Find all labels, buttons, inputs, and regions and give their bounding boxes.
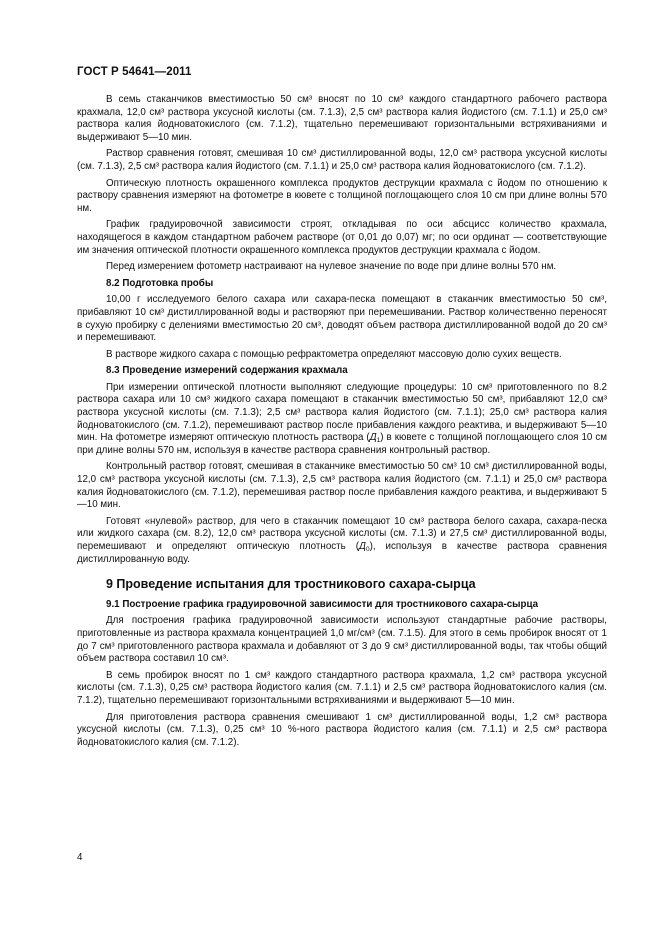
symbol-d0-subscript: 0: [365, 546, 370, 553]
paragraph: В растворе жидкого сахара с помощью рефрактометра определяют массовую долю сухих веществ.: [106, 348, 562, 360]
paragraph: В семь стаканчиков вместимостью 50 см³ вносят по 10 см³ каждого стандартного рабочего раствора крахмала, 12,0 см³ раствора уксусной кислоты (см. 7.1.3), 2,5 см³ раствора калия йодистого (см. 7.1.1) и 25,0 см³ раствора калия йодноватокислого (см. 7.1.2), тщательно перемешивают горизонтальными встряхиваниями и выдерживают 5—10 мин.: [77, 94, 607, 143]
paragraph: Раствор сравнения готовят, смешивая 10 см³ дистиллированной воды, 12,0 см³ раствора уксусной кислоты (см. 7.1.3), 2,5 см³ раствора калия йодистого (см. 7.1.1) и 25,0 см³ раствора калия йодноватокислого (см. 7.1.2).: [77, 148, 607, 172]
paragraph-text: ) в кювете с толщиной поглощающего слоя 10 см при длине волны 570 нм, используя в качестве раствора сравнения контрольный раствор.: [77, 432, 608, 456]
section-heading-9: 9 Проведение испытания для тростникового сахара-сырца: [106, 577, 476, 592]
subsection-heading-8-3: 8.3 Проведение измерений содержания крахмала: [106, 365, 348, 377]
symbol-d1: Д: [369, 432, 377, 444]
paragraph-text: При измерении оптической плотности выполняют следующие процедуры: 10 см³ приготовленного по 8.2 раствора сахара или 10 см³ жидкого сахара помещают в стаканчик вместимостью 50 см³, прибавляют 12,0 см³ раствора уксусной кислоты (см. 7.1.3); 2,5 см³ раствора калия йодистого (см. 7.1.1); 25,0 см³ раствора калия йодноватокислого (см. 7.1.2), перемешивают раствор после прибавления каждого реактива, и выдерживают 5—10 мин. На фотометре измеряют оптическую плотность раствора (: [77, 381, 607, 444]
page-number: 4: [77, 852, 83, 863]
paragraph: Оптическую плотность окрашенного комплекса продуктов деструкции крахмала с йодом по отношению к раствору сравнения измеряют на фотометре в кювете с толщиной поглощающего слоя 10 см при длине волны 570 нм.: [77, 177, 607, 214]
symbol-d1-subscript: 1: [376, 437, 381, 445]
document-body: [77, 94, 607, 753]
subsection-heading-8-2: 8.2 Подготовка пробы: [106, 277, 214, 289]
paragraph: График градуировочной зависимости строят, откладывая по оси абсцисс количество крахмала, находящегося в каждом стандартном рабочем растворе (от 0,01 до 0,07) мг; по оси ординат — соответствующие им значения оптической плотности окрашенного комплекса продуктов деструкции крахмала с йодом.: [77, 219, 607, 256]
paragraph-text: Готовят «нулевой» раствор, для чего в стаканчик помещают 10 см³ раствора белого сахара, сахара-песка или жидкого сахара (см. 8.2), 12,0 см³ раствора уксусной кислоты (см. 7.1.3) и 27,5 см³ дистиллированной воды, перемешивают и определяют оптическую плотность (: [77, 515, 607, 552]
subsection-heading-9-1: 9.1 Построение графика градуировочной зависимости для тростникового сахара-сырца: [106, 598, 539, 610]
paragraph: Перед измерением фотометр настраивают на нулевое значение по воде при длине волны 570 нм.: [106, 261, 557, 273]
paragraph: Контрольный раствор готовят, смешивая в стаканчике вместимостью 50 см³ 10 см³ дистиллированной воды, 12,0 см³ раствора уксусной кислоты (см. 7.1.3), 2,5 см³ раствора калия йодистого (см. 7.1.1) и 25,0 см³ раствора калия йодноватокислого (см. 7.1.2), перемешивая раствор после прибавления каждого реактива, и выдерживают 5—10 мин.: [77, 461, 607, 511]
paragraph: [77, 382, 607, 458]
paragraph: В семь пробирок вносят по 1 см³ каждого стандартного раствора крахмала, 1,2 см³ раствора уксусной кислоты (см. 7.1.3), 0,25 см³ раствора йодистого калия (см. 7.1.1) и 2,5 см³ раствора йодноватокислого калия (см. 7.1.2), тщательно перемешивают горизонтальными встряхиваниями и выдерживают 5—10 мин.: [77, 669, 607, 706]
paragraph-text: ), используя в качестве раствора сравнения дистиллированную воду.: [77, 541, 607, 565]
paragraph: Для приготовления раствора сравнения смешивают 1 см³ дистиллированной воды, 1,2 см³ раствора уксусной кислоты (см. 7.1.3), 0,25 см³ 10 %-ного раствора йодистого калия (см. 7.1.1) и 2,5 см³ раствора йодноватокислого калия (см. 7.1.2).: [77, 711, 607, 748]
paragraph: 10,00 г исследуемого белого сахара или сахара-песка помещают в стаканчик вместимостью 50 см³, прибавляют 10 см³ дистиллированной воды и растворяют при перемешивании. Раствор количественно переносят в сухую пробирку с делениями вместимостью 20 см³, доводят объем раствора дистиллированной водой до 20 см³ и перемешивают.: [77, 294, 607, 344]
document-header: ГОСТ Р 54641—2011: [77, 66, 192, 78]
symbol-d0: Д: [359, 541, 366, 552]
paragraph: [77, 516, 607, 566]
paragraph: Для построения графика градуировочной зависимости используют стандартные рабочие растворы, приготовленные из раствора крахмала концентрацией 1,0 мг/см³ (см. 7.1.5). Для этого в семь пробирок вносят от 1 до 7 см³ приготовленного раствора крахмала и добавляют от 3 до 9 см³ дистиллированной воды, так чтобы общий объем раствора составил 10 см³.: [77, 615, 607, 665]
